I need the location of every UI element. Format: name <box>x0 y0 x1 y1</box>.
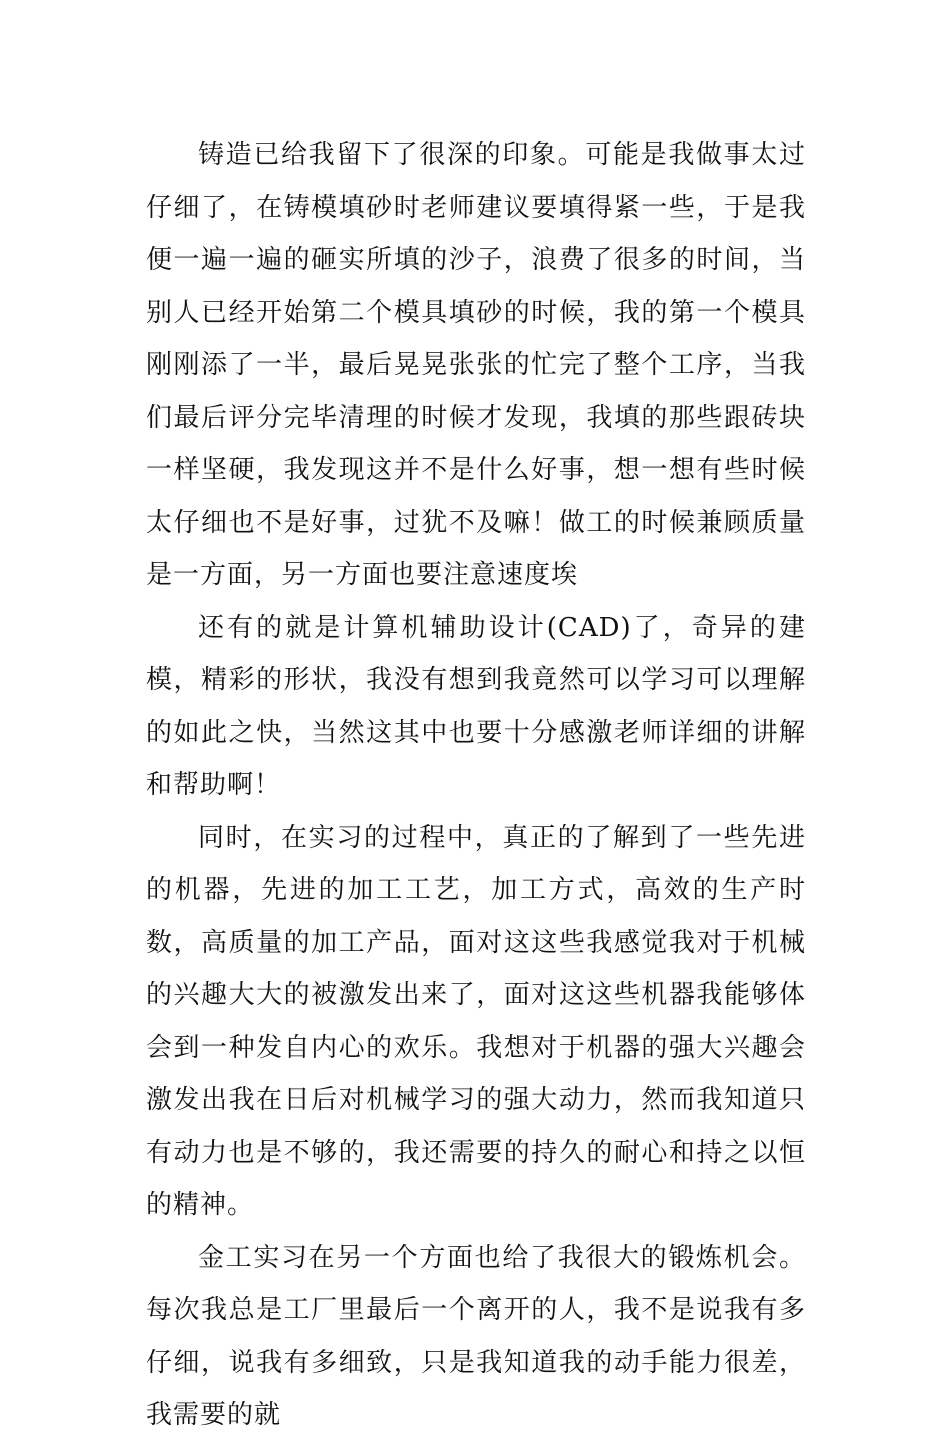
paragraph-casting: 铸造已给我留下了很深的印象。可能是我做事太过仔细了，在铸模填砂时老师建议要填得紧一些，于是我便一遍一遍的砸实所填的沙子，浪费了很多的时间，当别人已经开始第二个模具填砂的时候，我的第一个模具刚刚添了一半，最后晃晃张张的忙完了整个工序，当我们最后评分完毕清理的时候才发现，我填的那些跟砖块一样坚硬，我发现这并不是什么好事，想一想有些时候太仔细也不是好事，过犹不及嘛！做工的时候兼顾质量是一方面，另一方面也要注意速度埃 <box>146 140 806 590</box>
paragraph-cad: 还有的就是计算机辅助设计(CAD)了，奇异的建模，精彩的形状，我没有想到我竟然可以学习可以理解的如此之快，当然这其中也要十分感激老师详细的讲解和帮助啊！ <box>146 612 806 800</box>
paragraph-training: 金工实习在另一个方面也给了我很大的锻炼机会。每次我总是工厂里最后一个离开的人，我不是说我有多仔细，说我有多细致，只是我知道我的动手能力很差，我需要的就 <box>146 1242 806 1430</box>
paragraph-machinery: 同时，在实习的过程中，真正的了解到了一些先进的机器，先进的加工工艺，加工方式，高效的生产时数，高质量的加工产品，面对这这些我感觉我对于机械的兴趣大大的被激发出来了，面对这这些机器我能够体会到一种发自内心的欢乐。我想对于机器的强大兴趣会激发出我在日后对机械学习的强大动力，然而我知道只有动力也是不够的，我还需要的持久的耐心和持之以恒的精神。 <box>146 822 806 1220</box>
document-body <box>146 129 806 1442</box>
